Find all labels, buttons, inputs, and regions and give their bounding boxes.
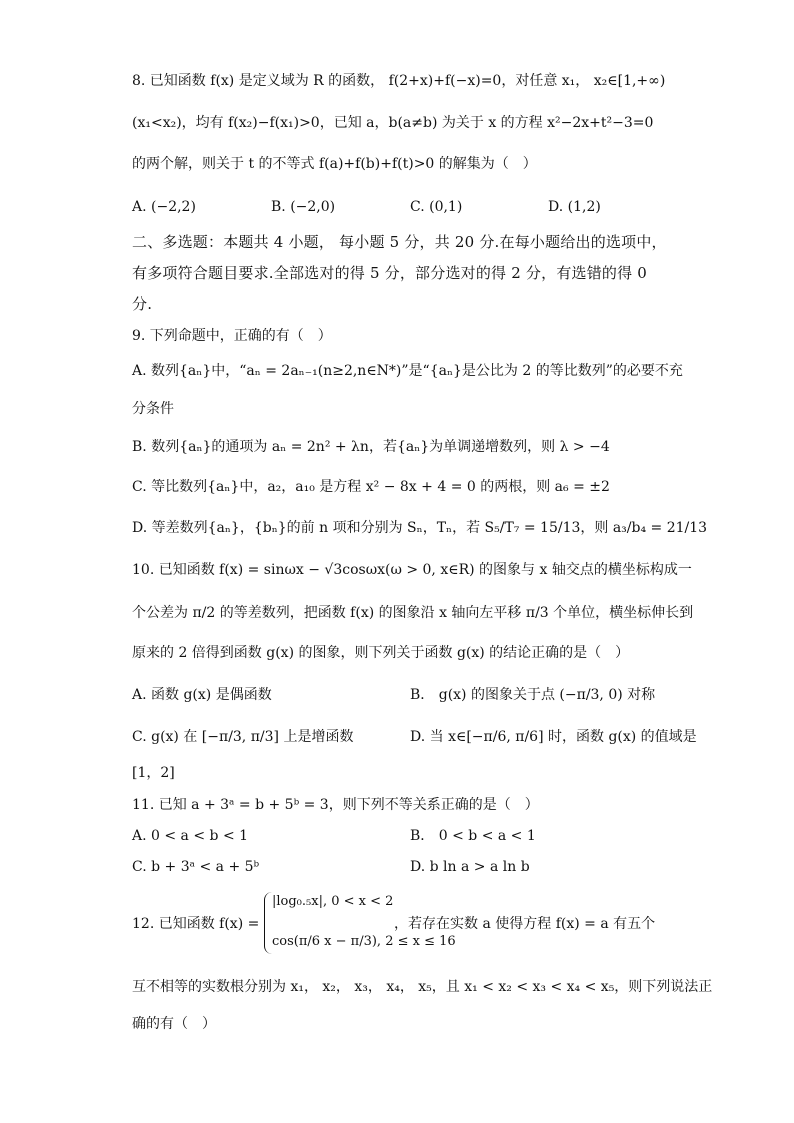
q12-line-3: 确的有（ ） (132, 1016, 216, 1032)
q12-case-2: cos(π/6 x − π/3), 2 ≤ x ≤ 16 (272, 934, 456, 949)
q10-option-d-cont: [1，2] (132, 765, 175, 781)
section-2-line-2: 有多项符合题目要求.全部选对的得 5 分，部分选对的得 2 分，有选错的得 0 (132, 264, 648, 282)
q8-line-1: 8. 已知函数 f(x) 是定义域为 R 的函数， f(2+x)+f(−x)=0，对任意 x₁， x₂∈[1,+∞) (132, 73, 666, 89)
q8-option-c: C. (0,1) (410, 199, 463, 215)
q12-case-1: |log₀.₅x|, 0 < x < 2 (272, 894, 394, 909)
section-2-line-3: 分. (132, 295, 153, 313)
q9-stem: 9. 下列命题中，正确的有（ ） (132, 328, 332, 344)
section-2-line-1: 二、多选题：本题共 4 小题， 每小题 5 分，共 20 分.在每小题给出的选项中， (132, 233, 667, 251)
q11-stem: 11. 已知 a + 3ᵃ = b + 5ᵇ = 3，则下列不等关系正确的是（ ） (132, 797, 539, 813)
q10-option-b: B． g(x) 的图象关于点 (−π/3, 0) 对称 (410, 687, 656, 703)
q12-prefix: 12. 已知函数 f(x) = (132, 916, 260, 932)
q10-option-c: C. g(x) 在 [−π/3, π/3] 上是增函数 (132, 729, 354, 745)
q11-option-d: D. b ln a > a ln b (410, 859, 530, 875)
q8-line-3: 的两个解，则关于 t 的不等式 f(a)+f(b)+f(t)>0 的解集为（ ） (132, 156, 537, 172)
q9-option-d: D. 等差数列{aₙ}，{bₙ}的前 n 项和分别为 Sₙ，Tₙ，若 S₅/T₇ = 15/13，则 a₃/b₄ = 21/13 (132, 520, 708, 536)
q11-option-b: B． 0 < b < a < 1 (410, 828, 536, 844)
q9-option-c: C. 等比数列{aₙ}中，a₂，a₁₀ 是方程 x² − 8x + 4 = 0 的两根，则 a₆ = ±2 (132, 479, 610, 495)
q10-line-1: 10. 已知函数 f(x) = sinωx − √3cosωx(ω > 0, x∈R) 的图象与 x 轴交点的横坐标构成一 (132, 562, 692, 578)
q11-option-a: A. 0 < a < b < 1 (132, 828, 249, 844)
q11-option-c: C. b + 3ᵃ < a + 5ᵇ (132, 859, 260, 875)
q9-option-a: A. 数列{aₙ}中，“aₙ = 2aₙ₋₁(n≥2,n∈N*)”是“{aₙ}是公比为 2 的等比数列”的必要不充 (132, 363, 683, 379)
q8-option-d: D. (1,2) (548, 199, 601, 215)
q10-line-3: 原来的 2 倍得到函数 g(x) 的图象，则下列关于函数 g(x) 的结论正确的是（ ） (132, 645, 630, 661)
q10-line-2: 个公差为 π/2 的等差数列，把函数 f(x) 的图象沿 x 轴向左平移 π/3 个单位，横坐标伸长到 (132, 605, 694, 621)
q12-suffix: ，若存在实数 a 使得方程 f(x) = a 有五个 (394, 916, 656, 932)
q9-option-b: B. 数列{aₙ}的通项为 aₙ = 2n² + λn，若{aₙ}为单调递增数列，则 λ > −4 (132, 439, 610, 455)
q9-option-a-cont: 分条件 (132, 401, 174, 417)
q10-option-a: A. 函数 g(x) 是偶函数 (132, 687, 272, 703)
q8-option-a: A. (−2,2) (132, 199, 196, 215)
q12-line-2: 互不相等的实数根分别为 x₁， x₂， x₃， x₄， x₅，且 x₁ < x₂ < x₃ < x₄ < x₅，则下列说法正 (132, 979, 713, 995)
q8-line-2: (x₁<x₂)，均有 f(x₂)−f(x₁)>0，已知 a，b(a≠b) 为关于 x 的方程 x²−2x+t²−3=0 (132, 115, 654, 131)
q10-option-d: D. 当 x∈[−π/6, π/6] 时，函数 g(x) 的值域是 (410, 729, 697, 745)
q8-option-b: B. (−2,0) (271, 199, 336, 215)
